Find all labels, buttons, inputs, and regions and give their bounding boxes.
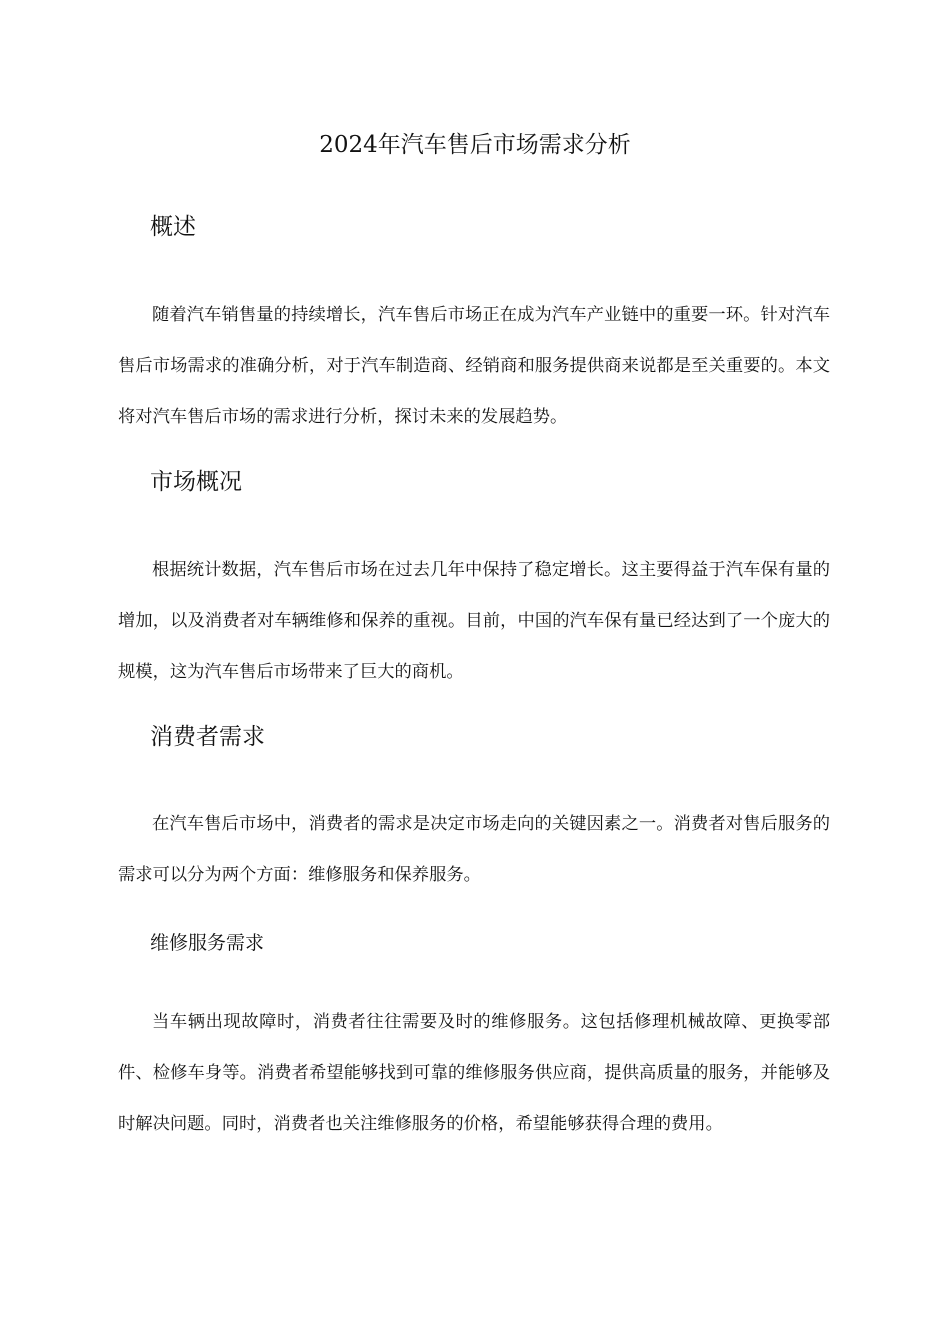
section-paragraph-market-overview: 根据统计数据，汽车售后市场在过去几年中保持了稳定增长。这主要得益于汽车保有量的增加，以及消费者对车辆维修和保养的重视。目前，中国的汽车保有量已经达到了一个庞大的规模，这为汽车售后市场带来了巨大的商机。 — [118, 560, 830, 682]
section-paragraph-consumer-demand: 在汽车售后市场中，消费者的需求是决定市场走向的关键因素之一。消费者对售后服务的需求可以分为两个方面：维修服务和保养服务。 — [118, 814, 830, 885]
section-heading-consumer-demand: 消费者需求 — [150, 724, 265, 750]
document-title: 2024年汽车售后市场需求分析 — [319, 132, 631, 158]
section-heading-market-overview: 市场概况 — [150, 469, 242, 495]
section-paragraph-repair-service-demand: 当车辆出现故障时，消费者往往需要及时的维修服务。这包括修理机械故障、更换零部件、检修车身等。消费者希望能够找到可靠的维修服务供应商，提供高质量的服务，并能够及时解决问题。同时，消费者也关注维修服务的价格，希望能够获得合理的费用。 — [118, 1012, 830, 1134]
section-heading-repair-service-demand: 维修服务需求 — [150, 932, 265, 954]
section-paragraph-overview: 随着汽车销售量的持续增长，汽车售后市场正在成为汽车产业链中的重要一环。针对汽车售后市场需求的准确分析，对于汽车制造商、经销商和服务提供商来说都是至关重要的。本文将对汽车售后市场的需求进行分析，探讨未来的发展趋势。 — [118, 305, 830, 427]
section-heading-overview: 概述 — [150, 214, 196, 240]
